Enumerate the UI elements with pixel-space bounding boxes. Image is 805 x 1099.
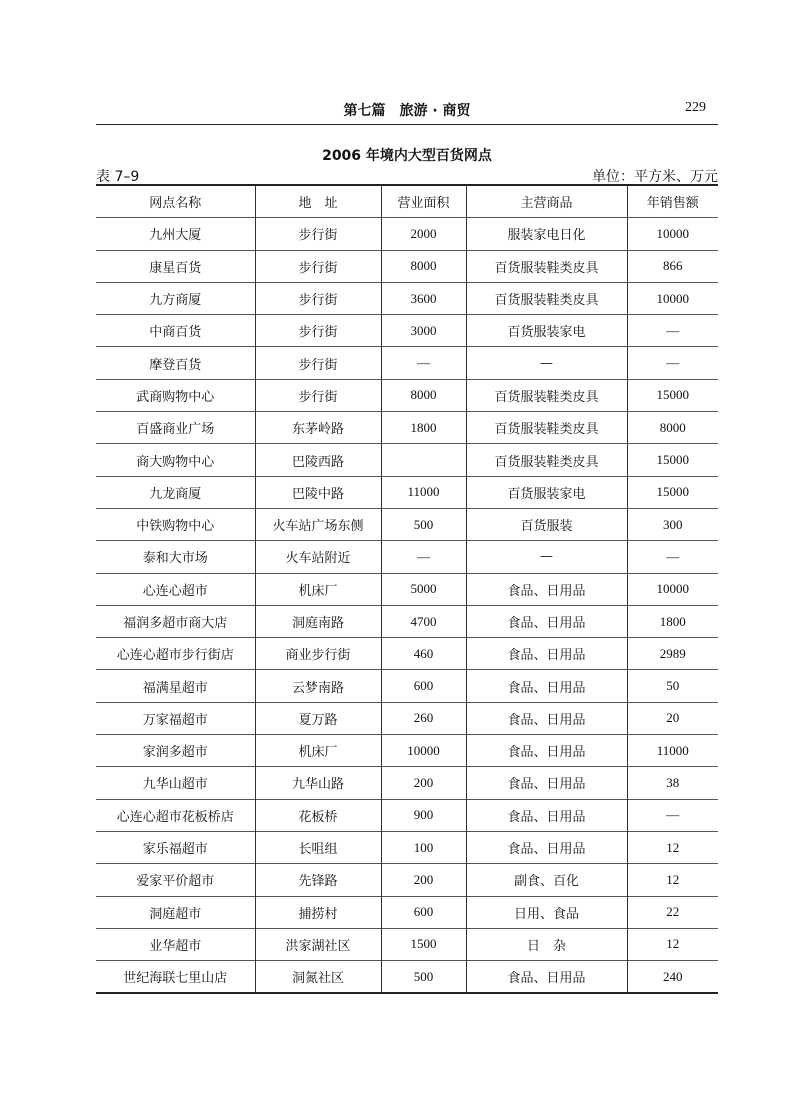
column-header: 地 址 xyxy=(255,185,381,218)
table-row xyxy=(96,605,718,637)
area-cell: 5000 xyxy=(381,573,466,605)
sales-cell: 50 xyxy=(627,670,718,702)
area-cell: 3600 xyxy=(381,282,466,314)
sales-cell: 300 xyxy=(627,508,718,540)
store-name-cell: 武商购物中心 xyxy=(96,379,255,411)
sales-cell: 1800 xyxy=(627,605,718,637)
address-cell: 先锋路 xyxy=(255,864,381,896)
sales-cell: 240 xyxy=(627,961,718,994)
sales-cell: 10000 xyxy=(627,218,718,250)
address-cell: 洞氮社区 xyxy=(255,961,381,994)
store-name-cell: 中商百货 xyxy=(96,315,255,347)
area-cell: 600 xyxy=(381,670,466,702)
store-name-cell: 业华超市 xyxy=(96,928,255,960)
goods-cell: 百货服装鞋类皮具 xyxy=(466,412,627,444)
table-row xyxy=(96,218,718,250)
store-name-cell: 洞庭超市 xyxy=(96,896,255,928)
store-name-cell: 商大购物中心 xyxy=(96,444,255,476)
sales-cell: 15000 xyxy=(627,379,718,411)
store-table xyxy=(96,184,718,994)
area-cell xyxy=(381,444,466,476)
store-name-cell: 康星百货 xyxy=(96,250,255,282)
area-cell: 1800 xyxy=(381,412,466,444)
table-row xyxy=(96,508,718,540)
table-row xyxy=(96,799,718,831)
area-cell: 460 xyxy=(381,638,466,670)
area-cell: 500 xyxy=(381,961,466,994)
store-name-cell: 九龙商厦 xyxy=(96,476,255,508)
goods-cell: 食品、日用品 xyxy=(466,961,627,994)
sales-cell: 12 xyxy=(627,831,718,863)
address-cell: 巴陵中路 xyxy=(255,476,381,508)
area-cell: 1500 xyxy=(381,928,466,960)
address-cell: 捕捞村 xyxy=(255,896,381,928)
sales-cell: 12 xyxy=(627,928,718,960)
store-name-cell: 百盛商业广场 xyxy=(96,412,255,444)
goods-cell: 日用、食品 xyxy=(466,896,627,928)
goods-cell: 百货服装鞋类皮具 xyxy=(466,444,627,476)
table-row xyxy=(96,767,718,799)
store-name-cell: 世纪海联七里山店 xyxy=(96,961,255,994)
goods-cell: 食品、日用品 xyxy=(466,670,627,702)
table-row xyxy=(96,541,718,573)
address-cell: 巴陵西路 xyxy=(255,444,381,476)
store-name-cell: 福满星超市 xyxy=(96,670,255,702)
area-cell: 500 xyxy=(381,508,466,540)
sales-cell: 38 xyxy=(627,767,718,799)
table-header-row xyxy=(96,185,718,218)
sales-cell: 20 xyxy=(627,702,718,734)
goods-cell: 百货服装鞋类皮具 xyxy=(466,282,627,314)
sales-cell: — xyxy=(627,315,718,347)
address-cell: 机床厂 xyxy=(255,735,381,767)
area-cell: 200 xyxy=(381,767,466,799)
address-cell: 洪家湖社区 xyxy=(255,928,381,960)
goods-cell: 食品、日用品 xyxy=(466,831,627,863)
store-name-cell: 九方商厦 xyxy=(96,282,255,314)
goods-cell: 百货服装家电 xyxy=(466,315,627,347)
area-cell: 2000 xyxy=(381,218,466,250)
store-name-cell: 爱家平价超市 xyxy=(96,864,255,896)
sales-cell: 866 xyxy=(627,250,718,282)
address-cell: 商业步行街 xyxy=(255,638,381,670)
store-name-cell: 家润多超市 xyxy=(96,735,255,767)
table-row xyxy=(96,896,718,928)
store-name-cell: 中铁购物中心 xyxy=(96,508,255,540)
store-name-cell: 泰和大市场 xyxy=(96,541,255,573)
area-cell: 600 xyxy=(381,896,466,928)
sales-cell: 11000 xyxy=(627,735,718,767)
store-name-cell: 九华山超市 xyxy=(96,767,255,799)
table-title: 2006 年境内大型百货网点 xyxy=(322,148,492,164)
store-name-cell: 心连心超市 xyxy=(96,573,255,605)
area-cell: — xyxy=(381,541,466,573)
table-body xyxy=(96,218,718,994)
address-cell: 步行街 xyxy=(255,250,381,282)
column-header: 网点名称 xyxy=(96,185,255,218)
area-cell: 100 xyxy=(381,831,466,863)
sales-cell: 22 xyxy=(627,896,718,928)
sales-cell: — xyxy=(627,347,718,379)
address-cell: 步行街 xyxy=(255,315,381,347)
table-row xyxy=(96,961,718,994)
sales-cell: 2989 xyxy=(627,638,718,670)
goods-cell: 百货服装家电 xyxy=(466,476,627,508)
goods-cell: 食品、日用品 xyxy=(466,702,627,734)
address-cell: 九华山路 xyxy=(255,767,381,799)
goods-cell: 百货服装 xyxy=(466,508,627,540)
address-cell: 东茅岭路 xyxy=(255,412,381,444)
chapter-title: 第七篇 旅游 · 商贸 xyxy=(343,103,471,119)
address-cell: 火车站附近 xyxy=(255,541,381,573)
table-row xyxy=(96,831,718,863)
sales-cell: 10000 xyxy=(627,573,718,605)
table-row xyxy=(96,638,718,670)
goods-cell: 食品、日用品 xyxy=(466,767,627,799)
table-row xyxy=(96,670,718,702)
column-header: 主营商品 xyxy=(466,185,627,218)
area-cell: — xyxy=(381,347,466,379)
goods-cell: — xyxy=(466,347,627,379)
store-name-cell: 万家福超市 xyxy=(96,702,255,734)
table-row xyxy=(96,444,718,476)
address-cell: 云梦南路 xyxy=(255,670,381,702)
address-cell: 步行街 xyxy=(255,379,381,411)
goods-cell: 日 杂 xyxy=(466,928,627,960)
sales-cell: 12 xyxy=(627,864,718,896)
address-cell: 火车站广场东侧 xyxy=(255,508,381,540)
table-row xyxy=(96,864,718,896)
table-row xyxy=(96,573,718,605)
sales-cell: 15000 xyxy=(627,444,718,476)
goods-cell: 食品、日用品 xyxy=(466,573,627,605)
goods-cell: — xyxy=(466,541,627,573)
sales-cell: 10000 xyxy=(627,282,718,314)
table-row xyxy=(96,702,718,734)
area-cell: 4700 xyxy=(381,605,466,637)
table-row xyxy=(96,379,718,411)
sales-cell: — xyxy=(627,799,718,831)
address-cell: 步行街 xyxy=(255,347,381,379)
area-cell: 8000 xyxy=(381,379,466,411)
store-name-cell: 心连心超市花板桥店 xyxy=(96,799,255,831)
store-name-cell: 心连心超市步行街店 xyxy=(96,638,255,670)
goods-cell: 食品、日用品 xyxy=(466,799,627,831)
area-cell: 8000 xyxy=(381,250,466,282)
area-cell: 3000 xyxy=(381,315,466,347)
table-row xyxy=(96,476,718,508)
table-row xyxy=(96,282,718,314)
address-cell: 夏万路 xyxy=(255,702,381,734)
sales-cell: 8000 xyxy=(627,412,718,444)
area-cell: 200 xyxy=(381,864,466,896)
goods-cell: 服装家电日化 xyxy=(466,218,627,250)
table-unit: 单位：平方米、万元 xyxy=(592,169,718,185)
address-cell: 步行街 xyxy=(255,282,381,314)
area-cell: 260 xyxy=(381,702,466,734)
address-cell: 机床厂 xyxy=(255,573,381,605)
table-row xyxy=(96,735,718,767)
column-header: 营业面积 xyxy=(381,185,466,218)
address-cell: 花板桥 xyxy=(255,799,381,831)
table-row xyxy=(96,315,718,347)
goods-cell: 副食、百化 xyxy=(466,864,627,896)
goods-cell: 百货服装鞋类皮具 xyxy=(466,379,627,411)
address-cell: 步行街 xyxy=(255,218,381,250)
store-name-cell: 摩登百货 xyxy=(96,347,255,379)
goods-cell: 食品、日用品 xyxy=(466,605,627,637)
goods-cell: 食品、日用品 xyxy=(466,735,627,767)
store-name-cell: 家乐福超市 xyxy=(96,831,255,863)
table-row xyxy=(96,347,718,379)
table-row xyxy=(96,250,718,282)
running-head xyxy=(96,98,718,125)
column-header: 年销售额 xyxy=(627,185,718,218)
store-name-cell: 九州大厦 xyxy=(96,218,255,250)
address-cell: 长咀组 xyxy=(255,831,381,863)
sales-cell: 15000 xyxy=(627,476,718,508)
table-row xyxy=(96,412,718,444)
address-cell: 洞庭南路 xyxy=(255,605,381,637)
area-cell: 900 xyxy=(381,799,466,831)
goods-cell: 百货服装鞋类皮具 xyxy=(466,250,627,282)
table-row xyxy=(96,928,718,960)
page-number: 229 xyxy=(685,100,706,115)
sales-cell: — xyxy=(627,541,718,573)
area-cell: 10000 xyxy=(381,735,466,767)
table-number: 表 7–9 xyxy=(96,169,140,185)
area-cell: 11000 xyxy=(381,476,466,508)
goods-cell: 食品、日用品 xyxy=(466,638,627,670)
store-name-cell: 福润多超市商大店 xyxy=(96,605,255,637)
